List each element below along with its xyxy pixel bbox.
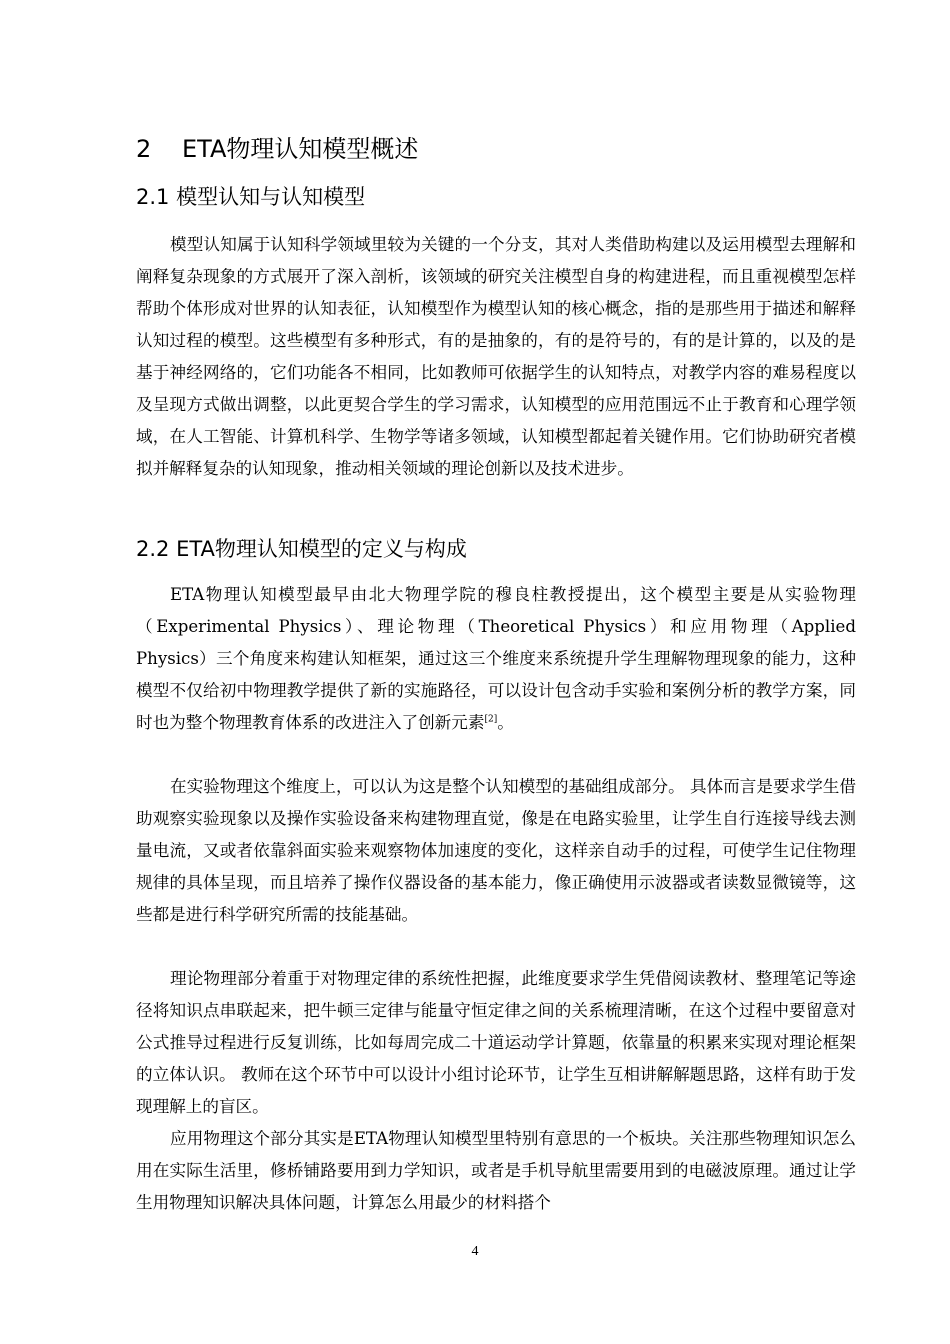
section-2-2-paragraph-3: 理论物理部分着重于对物理定律的系统性把握，此维度要求学生凭借阅读教材、整理笔记等途径将知识点串联起来，把牛顿三定律与能量守恒定律之间的关系梳理清晰，在这个过程中要留意对公式推导过程进行反复训练，比如每周完成二十道运动学计算题，依靠量的积累来实现对理论框架的立体认识。 教师在这个环节中可以设计小组讨论环节，让学生互相讲解解题思路，这样有助于发现理解上的盲区。 <box>136 969 856 1116</box>
paragraph-end: 。 <box>497 713 514 732</box>
chapter-number: 2 <box>136 135 152 163</box>
section-2-2-paragraph-1 <box>136 579 856 739</box>
section-2-1-paragraph: 模型认知属于认知科学领域里较为关键的一个分支，其对人类借助构建以及运用模型去理解和阐释复杂现象的方式展开了深入剖析，该领域的研究关注模型自身的构建进程，而且重视模型怎样帮助个体形成对世界的认知表征，认知模型作为模型认知的核心概念，指的是那些用于描述和解释认知过程的模型。这些模型有多种形式，有的是抽象的，有的是符号的，有的是计算的，以及的是基于神经网络的，它们功能各不相同，比如教师可依据学生的认知特点，对教学内容的难易程度以及呈现方式做出调整，以此更契合学生的学习需求，认知模型的应用范围远不止于教育和心理学领域，在人工智能、计算机科学、生物学等诸多领域，认知模型都起着关键作用。它们协助研究者模拟并解释复杂的认知现象，推动相关领域的理论创新以及技术进步。 <box>136 235 856 478</box>
citation-reference: [2] <box>484 714 498 725</box>
section-2-2-paragraph-4: 应用物理这个部分其实是ETA物理认知模型里特别有意思的一个板块。关注那些物理知识怎么用在实际生活里，修桥铺路要用到力学知识，或者是手机导航里需要用到的电磁波原理。通过让学生用物理知识解决具体问题，计算怎么用最少的材料搭个 <box>136 1129 856 1212</box>
paragraph-text: ETA物理认知模型最早由北大物理学院的穆良柱教授提出，这个模型主要是从实验物理（Experimental Physics）、理论物理（Theoretical Physics）和应用物理（Applied Physics）三个角度来构建认知框架，通过这三个维度来系统提升学生理解物理现象的能力，这种模型不仅给初中物理教学提供了新的实施路径，可以设计包含动手实验和案例分析的教学方案，同时也为整个物理教育体系的改进注入了创新元素 <box>136 585 856 732</box>
section-heading-2-1: 2.1 模型认知与认知模型 <box>136 185 366 209</box>
page-number: 4 <box>471 1244 479 1259</box>
section-2-2-paragraph-2: 在实验物理这个维度上，可以认为这是整个认知模型的基础组成部分。 具体而言是要求学生借助观察实验现象以及操作实验设备来构建物理直觉，像是在电路实验里，让学生自行连接导线去测量电流，又或者依靠斜面实验来观察物体加速度的变化，这样亲自动手的过程，可使学生记住物理规律的具体呈现，而且培养了操作仪器设备的基本能力，像正确使用示波器或者读数显微镜等，这些都是进行科学研究所需的技能基础。 <box>136 777 856 924</box>
chapter-title: ETA物理认知模型概述 <box>182 135 419 163</box>
chapter-heading <box>136 133 418 165</box>
section-heading-2-2: 2.2 ETA物理认知模型的定义与构成 <box>136 537 467 561</box>
